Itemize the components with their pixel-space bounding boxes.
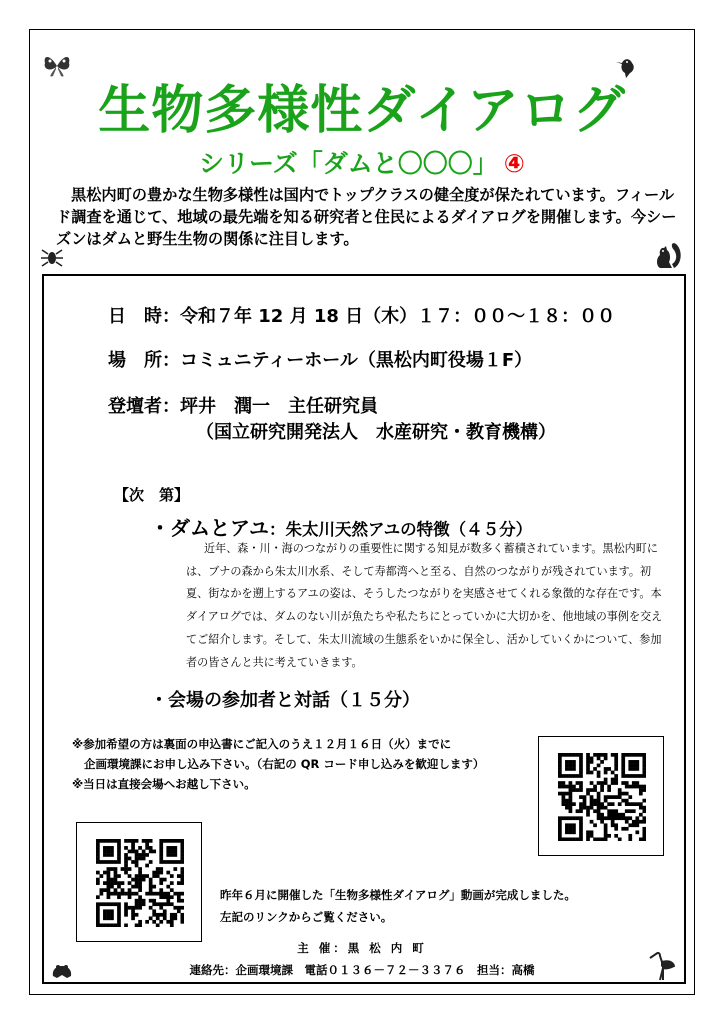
- note-line-2: 企画環境課にお申し込み下さい。（右記の QR コード申し込みを歓迎します）: [84, 757, 485, 771]
- venue-value: コミュニティーホール（黒松内町役場１F）: [180, 350, 533, 371]
- program-item-1-title: ・ダムとアユ: [150, 516, 269, 540]
- intro-paragraph: 黒松内町の豊かな生物多様性は国内でトップクラスの健全度が保たれています。フィールド調査を通じて、地域の最先端を知る研究者と住民によるダイアログを開催します。今シーズンはダムと野生生物の関係に注目します。: [56, 186, 677, 248]
- datetime-label: 日 時：: [108, 306, 180, 327]
- series-name: シリーズ「ダムと〇〇〇」: [199, 149, 498, 178]
- venue-label: 場 所：: [108, 350, 180, 371]
- insect-icon: [40, 248, 64, 268]
- program-item-2: ・会場の参加者と対話（１５分）: [150, 690, 420, 711]
- speaker-label: 登壇者：: [108, 396, 180, 417]
- registration-notes: [72, 734, 484, 794]
- video-announcement: [220, 884, 576, 928]
- contact-line: 連絡先：企画環境課 電話０１３６－７２－３３７６ 担当：高橋: [189, 963, 535, 977]
- series-number: ④: [503, 149, 525, 178]
- page-title: 生物多様性ダイアログ: [98, 81, 626, 141]
- venue-row: [108, 346, 532, 372]
- speaker-value: 坪井 潤一 主任研究員: [180, 396, 378, 417]
- datetime-row: [108, 302, 615, 328]
- registration-qr-code[interactable]: [538, 736, 664, 856]
- program-item-1-description: 近年、森・川・海のつながりの重要性に関する知見が数多く蓄積されています。黒松内町には、ブナの森から朱太川水系、そして寿都湾へと至る、自然のつながりが残されています。初夏、街なかを遡上するアユの姿は、そうしたつながりを実感させてくれる象徴的な存在です。本ダイアログでは、ダムのない川が魚たちや私たちにとっていかに大切かを、他地域の事例を交えてご紹介します。そして、朱太川流域の生態系をいかに保全し、活かしていくかについて、参加者の皆さんと共に考えていきます。: [186, 542, 663, 669]
- datetime-value: 令和７年 12 月 18 日（木）１７：００～１８：００: [180, 306, 616, 327]
- speaker-row: [108, 392, 378, 418]
- video-qr-code[interactable]: [76, 822, 202, 942]
- speaker-org: （国立研究開発法人 水産研究・教育機構）: [196, 422, 556, 443]
- program-item-1-subtitle: ：朱太川天然アユの特徴（４５分）: [269, 520, 533, 539]
- program-item-1: [150, 512, 532, 541]
- host-line: 主 催：黒 松 内 町: [297, 941, 427, 955]
- video-line-2: 左記のリンクからご覧ください。: [220, 910, 393, 924]
- qr-code-icon: [96, 839, 184, 927]
- qr-code-icon: [558, 753, 646, 841]
- note-line-3: ※当日は直接会場へお越し下さい。: [72, 777, 256, 791]
- note-line-1: ※参加希望の方は裏面の申込書にご記入のうえ１２月１６日（火）までに: [72, 737, 452, 751]
- program-heading: 【次 第】: [114, 486, 190, 504]
- video-line-1: 昨年６月に開催した「生物多様性ダイアログ」動画が完成しました。: [220, 888, 576, 902]
- series-subtitle: [0, 144, 724, 180]
